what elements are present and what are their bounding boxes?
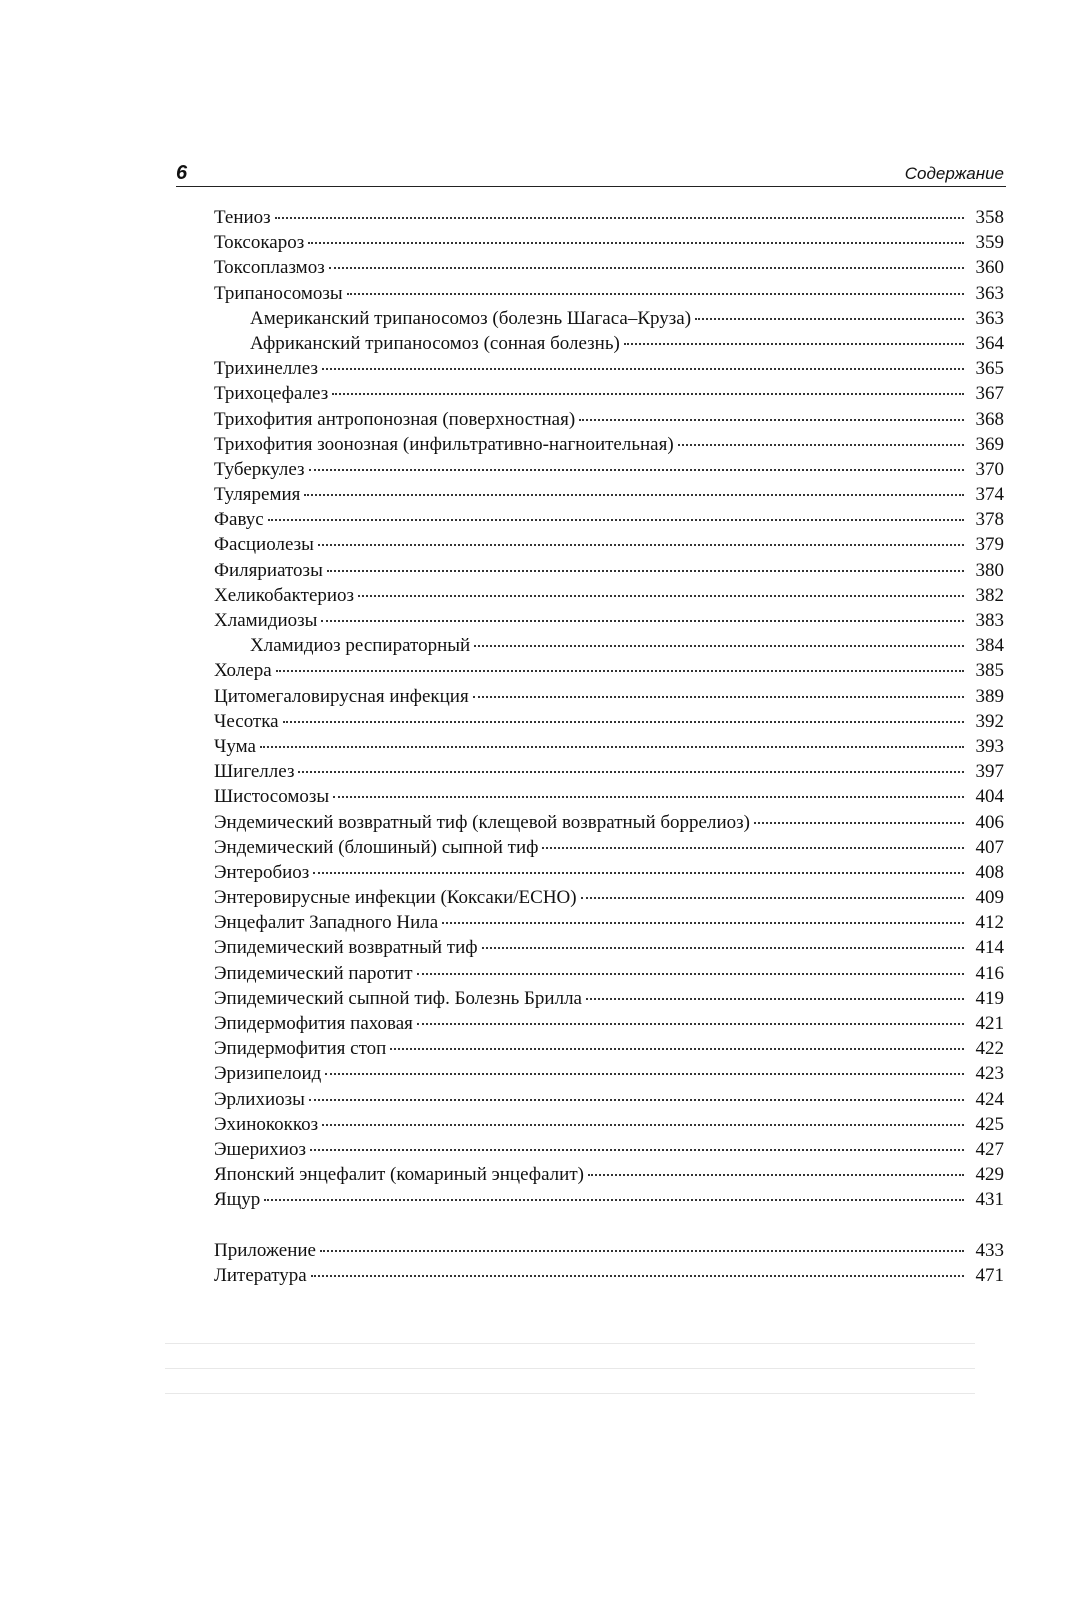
dot-leader — [275, 217, 964, 219]
toc-entry-page: 384 — [975, 635, 1004, 657]
toc-entry — [214, 1011, 1004, 1036]
margin-bleed-marks — [160, 205, 180, 1305]
dot-leader — [417, 973, 964, 975]
toc-entry-page: 370 — [975, 458, 1004, 480]
toc-entry — [214, 407, 1004, 432]
toc-entry-title: Эндемический возвратный тиф (клещевой возвратный боррелиоз) — [214, 811, 750, 833]
toc-entry-page: 397 — [975, 761, 1004, 783]
toc-entry — [214, 734, 1004, 759]
toc-entry-title: Холера — [214, 660, 272, 682]
toc-entry-title: Литература — [214, 1264, 307, 1286]
toc-entry — [214, 507, 1004, 532]
dot-leader — [283, 721, 964, 723]
toc-entry — [214, 910, 1004, 935]
dot-leader — [325, 1073, 964, 1075]
toc-entry-title: Эндемический (блошиный) сыпной тиф — [214, 836, 539, 858]
toc-entry — [214, 885, 1004, 910]
toc-entry-page: 431 — [975, 1189, 1004, 1211]
dot-leader — [586, 998, 964, 1000]
toc-entry-title: Трипаносомозы — [214, 282, 343, 304]
dot-leader — [695, 318, 964, 320]
toc-entry — [214, 860, 1004, 885]
dot-leader — [482, 947, 964, 949]
toc-entry — [214, 835, 1004, 860]
dot-leader — [264, 1199, 964, 1201]
toc-entry — [214, 255, 1004, 280]
toc-entry-title: Эпидемический паротит — [214, 962, 413, 984]
toc-entry — [214, 759, 1004, 784]
dot-leader — [581, 897, 964, 899]
dot-leader — [260, 746, 964, 748]
toc-entry-page: 424 — [975, 1088, 1004, 1110]
toc-entry-page: 385 — [975, 660, 1004, 682]
toc-entry-page: 360 — [975, 257, 1004, 279]
toc-entry-title: Хеликобактериоз — [214, 584, 355, 606]
toc-entry-page: 409 — [975, 887, 1004, 909]
toc-entry-page: 379 — [975, 534, 1004, 556]
toc-entry-title: Чесотка — [214, 710, 279, 732]
toc-entry — [214, 1087, 1004, 1112]
toc-entry — [214, 1061, 1004, 1086]
toc-entry-page: 368 — [975, 408, 1004, 430]
toc-entry-title: Фасциолезы — [214, 534, 314, 556]
dot-leader — [311, 1275, 964, 1277]
toc-entry-title: Эрлихиозы — [214, 1088, 305, 1110]
toc-entry — [214, 784, 1004, 809]
toc-entry — [214, 331, 1004, 356]
toc-entry-page: 358 — [975, 207, 1004, 228]
toc-entry — [214, 532, 1004, 557]
toc-entry-page: 365 — [975, 358, 1004, 380]
dot-leader — [304, 494, 964, 496]
toc-entry-page: 421 — [975, 1013, 1004, 1034]
toc-entry — [214, 457, 1004, 482]
toc-entry — [214, 709, 1004, 734]
toc-entry-page: 369 — [975, 433, 1004, 455]
toc-entry-title: Шигеллез — [214, 761, 295, 783]
toc-entry — [214, 1137, 1004, 1162]
dot-leader — [313, 872, 964, 874]
toc-entry — [214, 633, 1004, 658]
toc-entry-title: Трихоцефалез — [214, 383, 329, 405]
toc-entry-title: Эпидемический возвратный тиф — [214, 937, 478, 959]
toc-entry — [214, 356, 1004, 381]
dot-leader — [298, 771, 964, 773]
dot-leader — [276, 670, 964, 672]
toc-entry-page: 407 — [975, 836, 1004, 858]
toc-entry — [214, 961, 1004, 986]
dot-leader — [347, 293, 964, 295]
toc-entry-title: Хламидиозы — [214, 610, 318, 631]
toc-entry-title: Цитомегаловирусная инфекция — [214, 685, 469, 707]
dot-leader — [442, 922, 964, 924]
toc-entry-page: 363 — [975, 307, 1004, 329]
toc-entry — [214, 1187, 1004, 1212]
toc-entry-title: Туберкулез — [214, 458, 305, 480]
toc-entry-title: Эпидемический сыпной тиф. Болезнь Брилла — [214, 987, 582, 1009]
dot-leader — [358, 595, 964, 597]
dot-leader — [309, 1099, 964, 1101]
toc-entry-title: Туляремия — [214, 484, 301, 506]
dot-leader — [322, 1124, 964, 1126]
toc-entry — [214, 230, 1004, 255]
toc-entry-title: Трихинеллез — [214, 358, 318, 380]
toc-entry — [214, 608, 1004, 633]
toc-entry-title: Токсоплазмоз — [214, 257, 325, 279]
running-title: Содержание — [904, 164, 1004, 183]
toc-entry-title: Токсокароз — [214, 232, 305, 254]
toc-entry — [214, 583, 1004, 608]
toc-entry — [214, 1238, 1004, 1263]
toc-entry-title: Эпидермофития стоп — [214, 1038, 387, 1060]
toc-entry — [214, 306, 1004, 331]
page-number: 6 — [176, 162, 188, 184]
toc-entry-title: Американский трипаносомоз (болезнь Шагаса–Круза) — [250, 307, 692, 329]
toc-entry-page: 389 — [975, 685, 1004, 707]
toc-entry-page: 414 — [975, 937, 1004, 959]
toc-entry-page: 419 — [975, 987, 1004, 1009]
toc-entry-page: 364 — [975, 332, 1004, 354]
toc-entry-page: 408 — [975, 861, 1004, 883]
toc-entry-title: Эризипелоид — [214, 1063, 322, 1085]
dot-leader — [474, 645, 964, 647]
toc-entry — [214, 684, 1004, 709]
toc-entry-title: Тениоз — [214, 207, 271, 228]
toc-entry-title: Японский энцефалит (комариный энцефалит) — [214, 1164, 584, 1186]
toc-entry-title: Ящур — [214, 1189, 261, 1211]
toc-entry — [214, 558, 1004, 583]
toc-entry — [214, 986, 1004, 1011]
dot-leader — [308, 242, 964, 244]
toc-entry-page: 374 — [975, 484, 1004, 506]
toc-entry-title: Энтеробиоз — [214, 861, 310, 883]
toc-entry — [214, 1112, 1004, 1137]
toc-entry-title: Фавус — [214, 509, 264, 531]
toc-entry — [214, 432, 1004, 457]
bleed-through-text — [165, 1325, 975, 1405]
toc-entry-title: Трихофития зоонозная (инфильтративно-нагноительная) — [214, 433, 674, 455]
toc-entry-title: Энцефалит Западного Нила — [214, 912, 439, 934]
dot-leader — [321, 620, 964, 622]
toc-entry — [214, 281, 1004, 306]
dot-leader — [329, 267, 964, 269]
dot-leader — [754, 822, 964, 824]
dot-leader — [268, 519, 964, 521]
toc-entry-title: Приложение — [214, 1239, 316, 1261]
toc-entry — [214, 935, 1004, 960]
toc-entry-title: Эхинококкоз — [214, 1113, 319, 1135]
dot-leader — [579, 419, 964, 421]
toc-entry-page: 433 — [975, 1239, 1004, 1261]
toc-entry-page: 406 — [975, 811, 1004, 833]
dot-leader — [588, 1174, 964, 1176]
toc-entry-page: 363 — [975, 282, 1004, 304]
toc-entry-title: Чума — [214, 735, 256, 757]
toc-entry-page: 383 — [975, 610, 1004, 631]
dot-leader — [678, 444, 964, 446]
toc-entry-page: 392 — [975, 710, 1004, 732]
dot-leader — [332, 393, 964, 395]
toc-entry — [214, 810, 1004, 835]
toc-entry — [214, 205, 1004, 230]
dot-leader — [624, 343, 964, 345]
toc-entry-page: 378 — [975, 509, 1004, 531]
toc-entry-page: 423 — [975, 1063, 1004, 1085]
toc-entry-page: 429 — [975, 1164, 1004, 1186]
toc-entry-page: 393 — [975, 735, 1004, 757]
dot-leader — [310, 1149, 964, 1151]
page-header — [176, 162, 1006, 187]
toc-entry-title: Шистосомозы — [214, 786, 330, 808]
toc-entry — [214, 1263, 1004, 1288]
dot-leader — [333, 796, 964, 798]
toc-entry-title: Филяриатозы — [214, 559, 323, 581]
toc-entry-title: Африканский трипаносомоз (сонная болезнь) — [250, 332, 620, 354]
dot-leader — [542, 847, 964, 849]
table-of-contents — [214, 205, 1004, 1288]
toc-entry — [214, 482, 1004, 507]
toc-entry-page: 425 — [975, 1113, 1004, 1135]
dot-leader — [322, 368, 964, 370]
toc-entry — [214, 1162, 1004, 1187]
toc-entry-page: 422 — [975, 1038, 1004, 1060]
toc-entry-page: 359 — [975, 232, 1004, 254]
toc-entry-page: 416 — [975, 962, 1004, 984]
dot-leader — [473, 696, 964, 698]
toc-entry-page: 427 — [975, 1138, 1004, 1160]
dot-leader — [417, 1023, 964, 1025]
toc-entry-title: Энтеровирусные инфекции (Коксаки/ЕСНО) — [214, 887, 577, 909]
toc-entry-page: 404 — [975, 786, 1004, 808]
toc-entry-page: 412 — [975, 912, 1004, 934]
dot-leader — [318, 544, 964, 546]
toc-entry — [214, 658, 1004, 683]
toc-entry-page: 380 — [975, 559, 1004, 581]
toc-entry-title: Эшерихиоз — [214, 1138, 306, 1160]
dot-leader — [309, 469, 964, 471]
dot-leader — [390, 1048, 964, 1050]
toc-entry-title: Эпидермофития паховая — [214, 1013, 413, 1034]
toc-entry-page: 471 — [975, 1264, 1004, 1286]
dot-leader — [320, 1250, 964, 1252]
toc-entry-title: Хламидиоз респираторный — [250, 635, 471, 657]
dot-leader — [327, 570, 964, 572]
toc-entry-page: 367 — [975, 383, 1004, 405]
toc-entry — [214, 1036, 1004, 1061]
toc-entry-title: Трихофития антропонозная (поверхностная) — [214, 408, 576, 430]
toc-entry-page: 382 — [975, 584, 1004, 606]
toc-entry — [214, 381, 1004, 406]
